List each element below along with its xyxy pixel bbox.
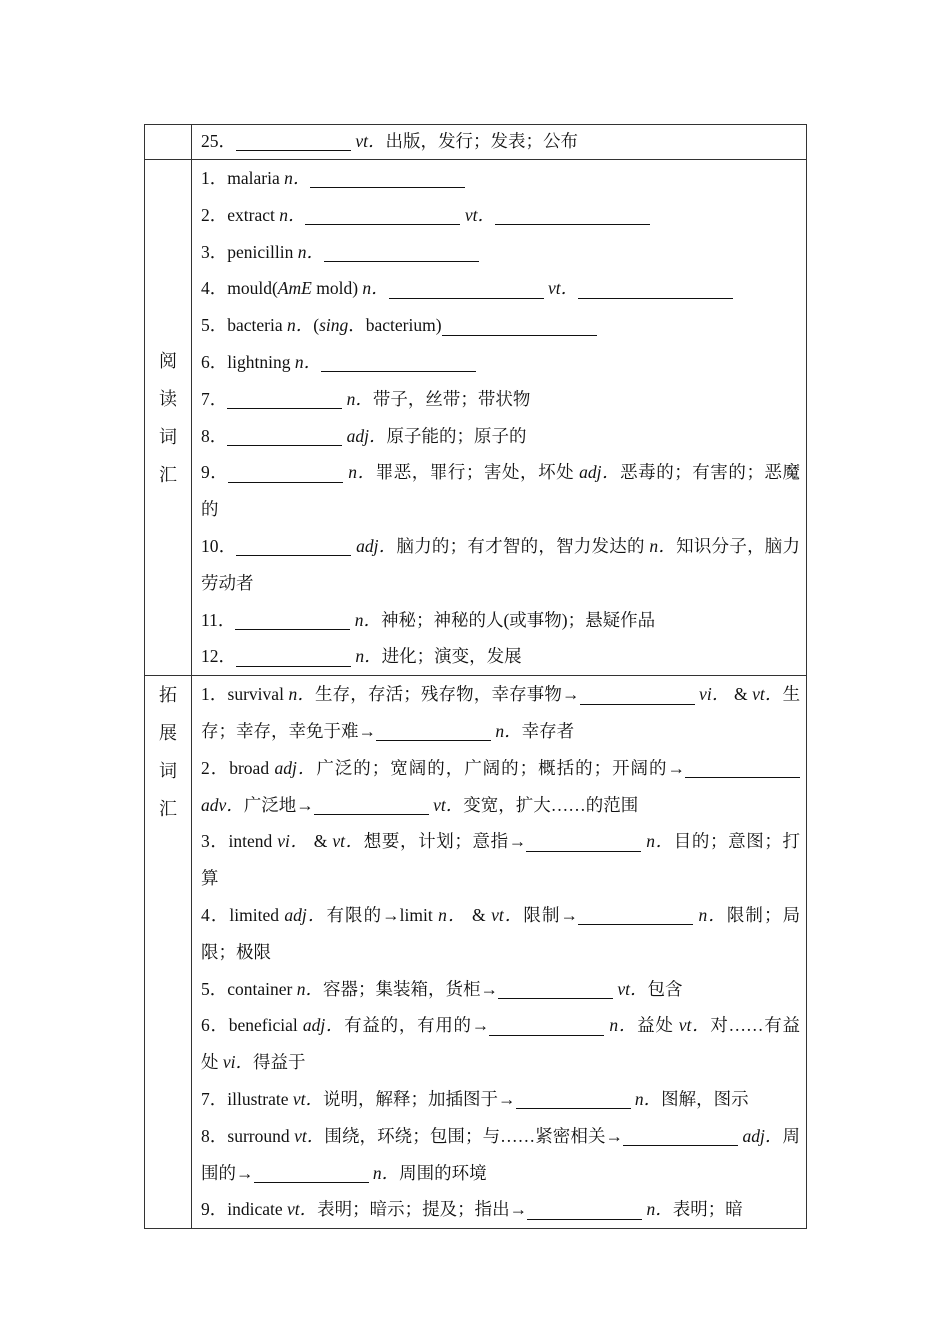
answer-blank bbox=[442, 316, 597, 335]
list-item: 5．bacteria n．(sing．bacterium) bbox=[201, 307, 800, 344]
answer-blank bbox=[321, 353, 476, 372]
answer-blank bbox=[376, 722, 491, 741]
answer-blank bbox=[236, 537, 351, 556]
row-label-empty bbox=[145, 125, 192, 160]
list-item: 4．limited adj．有限的→limit n． & vt．限制→ n．限制；局限；极限 bbox=[201, 904, 801, 962]
list-item: 3．intend vi． & vt．想要，计划；意指→ n．目的；意图；打算 bbox=[201, 831, 801, 889]
list-item: 2．broad adj．广泛的；宽阔的，广阔的；概括的；开阔的→ adv．广泛地→ vt．变宽，扩大……的范围 bbox=[201, 750, 800, 824]
answer-blank bbox=[227, 427, 342, 446]
section-label-reading: 阅 读 词 汇 bbox=[145, 160, 192, 676]
list-item: 1．survival n．生存，存活；残存物，幸存事物→ vi． & vt．生存；幸存，幸免于难→ n．幸存者 bbox=[201, 684, 801, 741]
list-item: 12． n．进化；演变，发展 bbox=[201, 646, 522, 667]
answer-blank bbox=[236, 132, 351, 151]
answer-blank bbox=[305, 206, 460, 225]
answer-blank bbox=[489, 1016, 604, 1035]
answer-blank bbox=[310, 169, 465, 188]
list-item: 6．beneficial adj．有益的，有用的→ n．益处 vt．对……有益处 vi．得益于 bbox=[201, 1015, 801, 1073]
answer-blank bbox=[578, 279, 733, 298]
answer-blank bbox=[235, 611, 350, 630]
section-label-expand: 拓 展 词 汇 bbox=[145, 676, 192, 1229]
list-item: 7． n．带子，丝带；带状物 bbox=[201, 388, 531, 409]
answer-blank bbox=[578, 906, 693, 925]
table-row bbox=[145, 676, 807, 1229]
answer-blank bbox=[498, 980, 613, 999]
table-row bbox=[145, 160, 807, 676]
answer-blank bbox=[314, 796, 429, 815]
vocab-item-25: 25． vt．出版，发行；发表；公布 bbox=[192, 125, 807, 160]
expand-vocab-list bbox=[192, 676, 807, 1229]
list-item: 1．malaria n． bbox=[201, 160, 800, 197]
list-item: 8． adj．原子能的；原子的 bbox=[201, 425, 527, 446]
table-row bbox=[145, 125, 807, 160]
answer-blank bbox=[228, 463, 343, 482]
answer-blank bbox=[527, 1200, 642, 1219]
list-item: 8．surround vt．围绕，环绕；包围；与……紧密相关→ adj．周围的→ n．周围的环境 bbox=[201, 1125, 801, 1183]
list-item: 10． adj．脑力的；有才智的，智力发达的 n．知识分子，脑力劳动者 bbox=[201, 535, 801, 593]
list-item: 6．lightning n． bbox=[201, 344, 800, 381]
answer-blank bbox=[495, 206, 650, 225]
answer-blank bbox=[389, 279, 544, 298]
answer-blank bbox=[526, 832, 641, 851]
answer-blank bbox=[236, 647, 351, 666]
answer-blank bbox=[324, 243, 479, 262]
reading-vocab-list bbox=[192, 160, 807, 676]
list-item: 9． n．罪恶，罪行；害处，坏处 adj．恶毒的；有害的；恶魔的 bbox=[201, 462, 801, 520]
list-item: 5．container n．容器；集装箱，货柜→ vt．包含 bbox=[201, 978, 683, 999]
list-item: 3．penicillin n． bbox=[201, 234, 800, 271]
list-item: 7．illustrate vt．说明，解释；加插图于→ n．图解，图示 bbox=[201, 1088, 749, 1109]
vocabulary-table bbox=[144, 124, 807, 1229]
answer-blank bbox=[685, 759, 800, 778]
answer-blank bbox=[580, 685, 695, 704]
list-item: 4．mould(AmE mold) n． vt． bbox=[201, 270, 800, 307]
list-item: 9．indicate vt．表明；暗示；提及；指出→ n．表明；暗 bbox=[201, 1199, 743, 1220]
answer-blank bbox=[516, 1090, 631, 1109]
answer-blank bbox=[254, 1164, 369, 1183]
list-item: 2．extract n． vt． bbox=[201, 197, 800, 234]
answer-blank bbox=[227, 390, 342, 409]
list-item: 11． n．神秘；神秘的人(或事物)；悬疑作品 bbox=[201, 609, 656, 630]
answer-blank bbox=[623, 1127, 738, 1146]
